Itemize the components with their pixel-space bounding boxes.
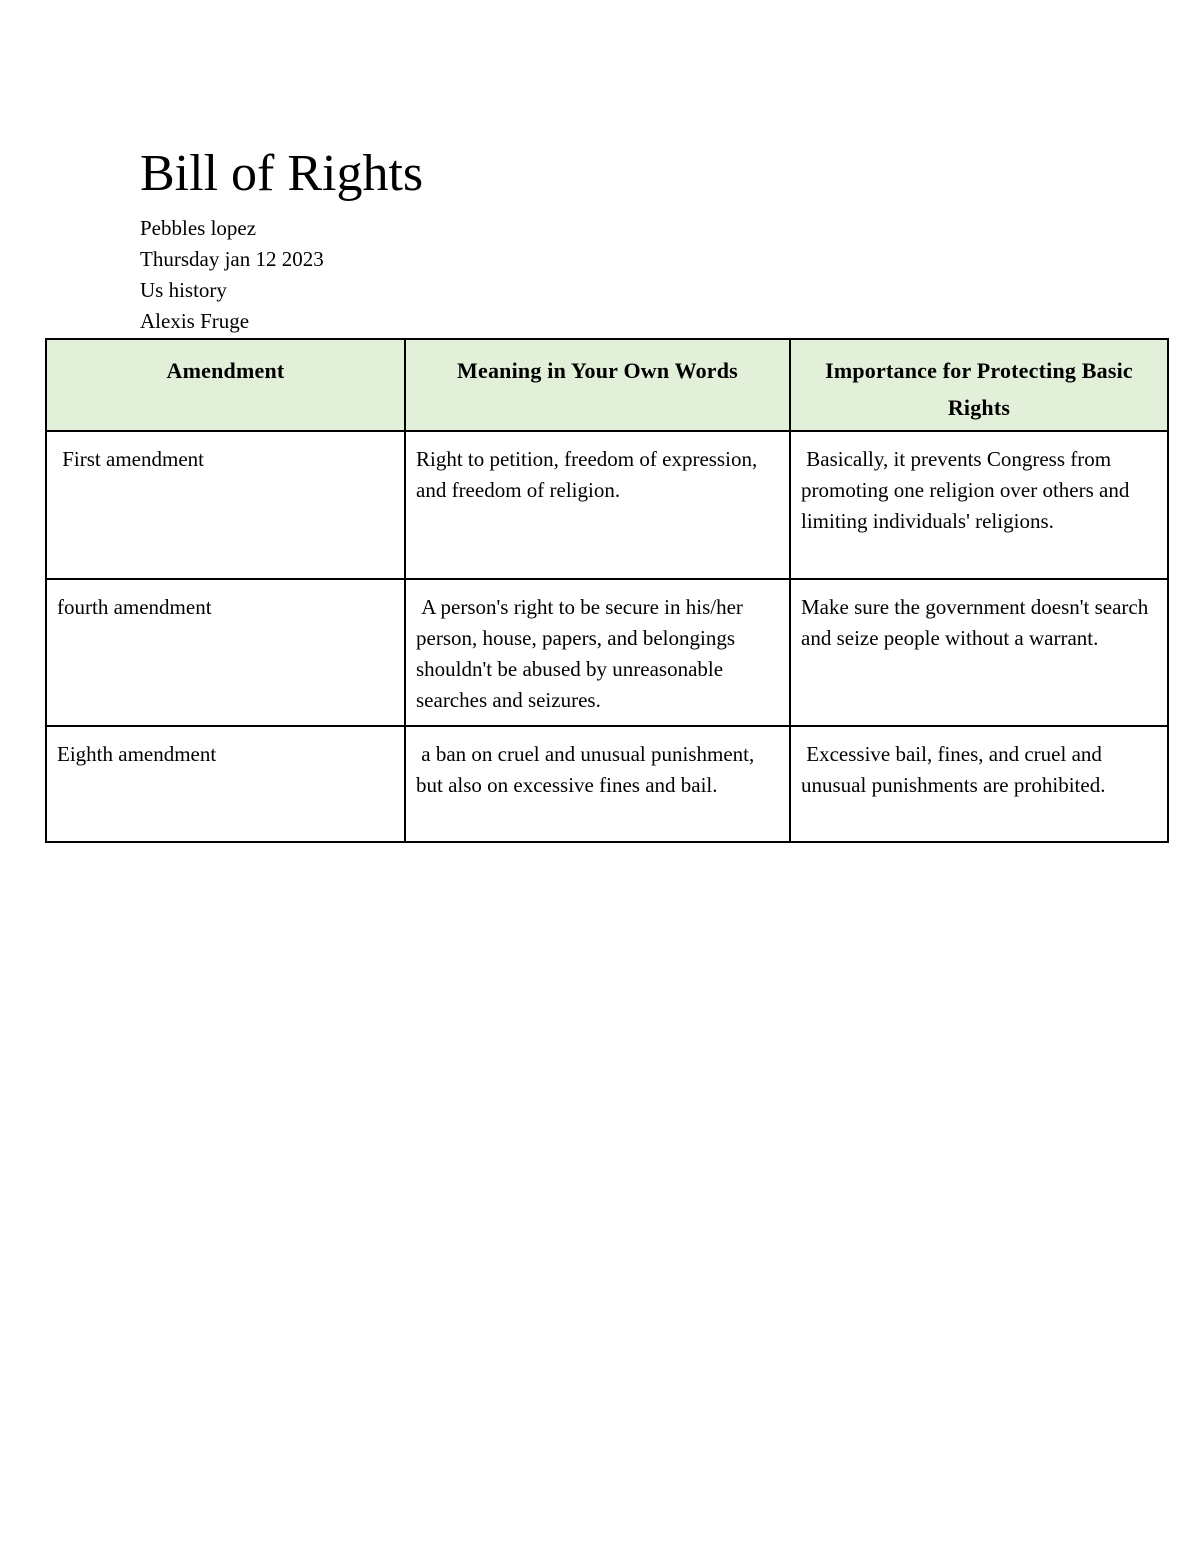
meaning-cell: A person's right to be secure in his/her person, house, papers, and belongings shouldn't be abused by unreasonable searches and seizures. <box>405 579 790 726</box>
meaning-cell: a ban on cruel and unusual punishment, but also on excessive fines and bail. <box>405 726 790 842</box>
table-row <box>46 431 1168 579</box>
table-header-row <box>46 339 1168 431</box>
header-meaning: Meaning in Your Own Words <box>405 339 790 431</box>
course-name: Us history <box>140 278 227 302</box>
teacher-name: Alexis Fruge <box>140 309 250 333</box>
importance-cell: Make sure the government doesn't search and seize people without a warrant. <box>790 579 1168 726</box>
amendment-cell: fourth amendment <box>46 579 405 726</box>
author-name: Pebbles lopez <box>140 216 257 240</box>
importance-cell: Basically, it prevents Congress from promoting one religion over others and limiting individuals' religions. <box>790 431 1168 579</box>
table-row <box>46 726 1168 842</box>
amendment-cell: First amendment <box>46 431 405 579</box>
date: Thursday jan 12 2023 <box>140 247 324 271</box>
importance-cell: Excessive bail, fines, and cruel and unusual punishments are prohibited. <box>790 726 1168 842</box>
meaning-cell: Right to petition, freedom of expression, and freedom of religion. <box>405 431 790 579</box>
amendments-table <box>45 338 1169 843</box>
header-amendment: Amendment <box>46 339 405 431</box>
document-meta <box>140 213 324 337</box>
document-title: Bill of Rights <box>140 145 424 202</box>
table-row <box>46 579 1168 726</box>
header-importance: Importance for Protecting Basic Rights <box>790 339 1168 431</box>
amendment-cell: Eighth amendment <box>46 726 405 842</box>
